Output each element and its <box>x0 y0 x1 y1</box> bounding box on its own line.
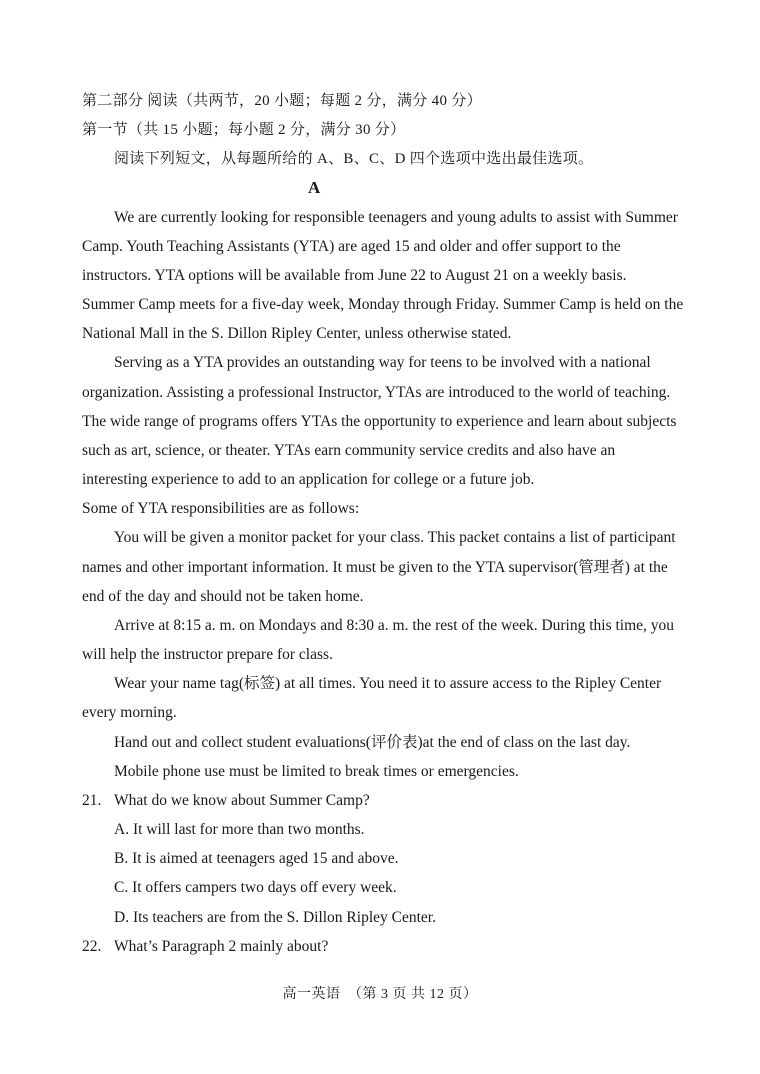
passage-line: Wear your name tag(标签) at all times. You need it to assure access to the Ripley Center <box>114 675 662 692</box>
passage-line: organization. Assisting a professional Instructor, YTAs are introduced to the world of teaching. <box>82 384 671 401</box>
passage-line: The wide range of programs offers YTAs the opportunity to experience and learn about subjects <box>82 413 677 430</box>
question-text: What do we know about Summer Camp? <box>114 792 370 809</box>
passage-line: Arrive at 8:15 a. m. on Mondays and 8:30 a. m. the rest of the week. During this time, you <box>114 617 675 634</box>
passage-line: Some of YTA responsibilities are as follows: <box>82 500 360 517</box>
passage-line: You will be given a monitor packet for your class. This packet contains a list of participant <box>114 529 676 546</box>
passage-letter: A <box>308 178 321 197</box>
passage-line: will help the instructor prepare for class. <box>82 646 333 663</box>
passage-line: We are currently looking for responsible teenagers and young adults to assist with Summer <box>114 209 678 226</box>
option-d[interactable]: D. Its teachers are from the S. Dillon Ripley Center. <box>114 909 436 926</box>
passage-line: Camp. Youth Teaching Assistants (YTA) are aged 15 and older and offer support to the <box>82 238 621 255</box>
passage-line: names and other important information. It must be given to the YTA supervisor(管理者) at the <box>82 559 668 576</box>
passage-line: end of the day and should not be taken home. <box>82 588 364 605</box>
passage-line: Serving as a YTA provides an outstanding way for teens to be involved with a national <box>114 354 651 371</box>
passage-line: National Mall in the S. Dillon Ripley Center, unless otherwise stated. <box>82 325 512 342</box>
passage-line: instructors. YTA options will be available from June 22 to August 21 on a weekly basis. <box>82 267 627 284</box>
section-heading: 第一节（共 15 小题；每小题 2 分，满分 30 分） <box>82 122 406 138</box>
option-c[interactable]: C. It offers campers two days off every week. <box>114 879 397 896</box>
part-heading: 第二部分 阅读（共两节，20 小题；每题 2 分，满分 40 分） <box>82 93 482 109</box>
question-number: 21. <box>82 792 102 809</box>
question-number: 22. <box>82 938 102 955</box>
passage-line: Hand out and collect student evaluations(评价表)at the end of class on the last day. <box>114 734 631 751</box>
option-b[interactable]: B. It is aimed at teenagers aged 15 and above. <box>114 850 399 867</box>
passage-line: interesting experience to add to an application for college or a future job. <box>82 471 535 488</box>
passage-line: Summer Camp meets for a five-day week, Monday through Friday. Summer Camp is held on the <box>82 296 684 313</box>
question-text: What’s Paragraph 2 mainly about? <box>114 938 329 955</box>
instruction-text: 阅读下列短文，从每题所给的 A、B、C、D 四个选项中选出最佳选项。 <box>114 151 594 167</box>
option-a[interactable]: A. It will last for more than two months. <box>114 821 365 838</box>
passage-line: Mobile phone use must be limited to break times or emergencies. <box>114 763 519 780</box>
question-22 <box>82 937 682 957</box>
passage-line: such as art, science, or theater. YTAs earn community service credits and also have an <box>82 442 616 459</box>
question-21 <box>82 791 682 811</box>
passage-line: every morning. <box>82 704 177 721</box>
page-footer: 高一英语 （第 3 页 共 12 页） <box>282 987 478 1002</box>
